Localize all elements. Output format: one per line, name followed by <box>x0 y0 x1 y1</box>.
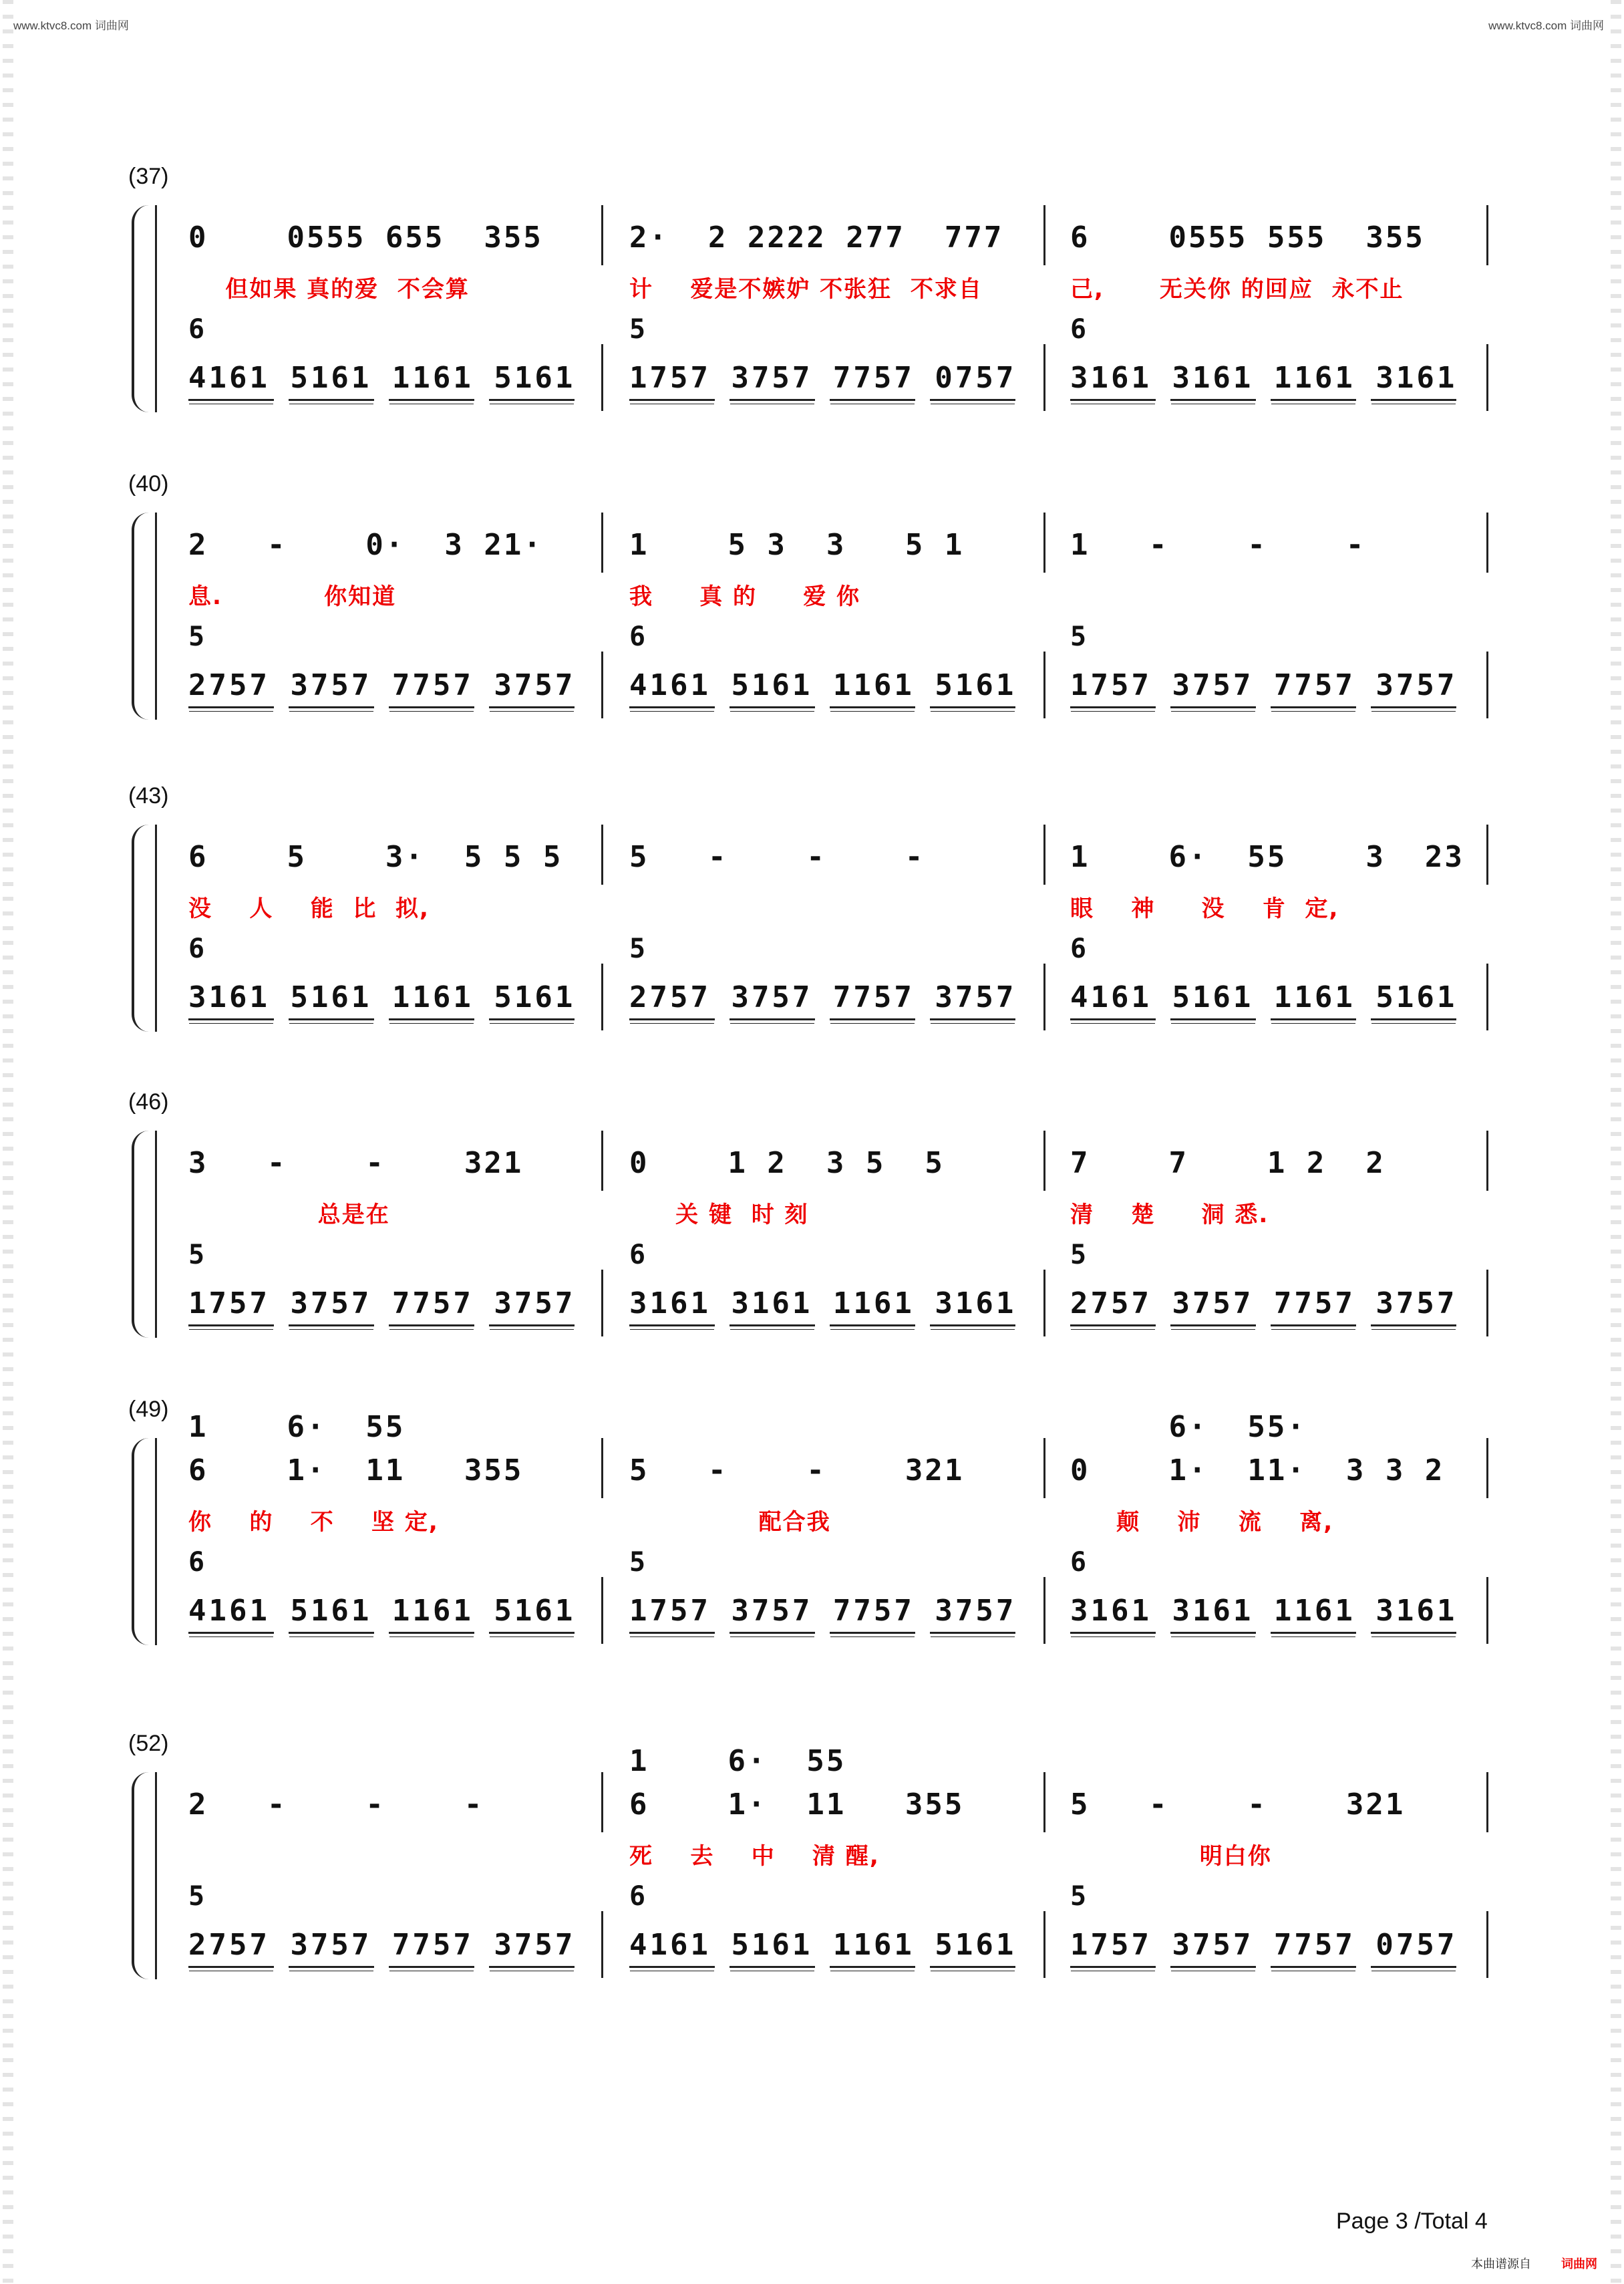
chord-root: 6 <box>1070 1547 1087 1578</box>
beam-underline <box>1271 1018 1356 1020</box>
beam-underline <box>629 399 715 401</box>
melody-notes: 2 - - - <box>188 1788 484 1822</box>
lyric-line: 没 人 能 比 拟, <box>188 895 430 922</box>
bass-notes: 4161 5161 1161 5161 <box>629 668 1017 702</box>
beam-underline <box>930 706 1015 708</box>
chord-root: 6 <box>629 1240 646 1270</box>
beam-underline <box>729 1018 815 1020</box>
lyric-line: 清 楚 洞 悉. <box>1070 1201 1269 1228</box>
system-brace <box>132 1772 152 1979</box>
beam-underline <box>289 706 374 708</box>
beam-underline <box>1271 399 1356 401</box>
barline <box>601 205 603 265</box>
beam-underline <box>1371 1632 1456 1634</box>
source-stamp <box>1471 2255 1597 2272</box>
barline <box>1486 825 1488 885</box>
bass-notes: 4161 5161 1161 5161 <box>629 1928 1017 1962</box>
melody-notes: 1 - - - <box>1070 528 1366 562</box>
score-system <box>0 1731 1624 1998</box>
bass-notes: 2757 3757 7757 3757 <box>629 980 1017 1014</box>
beam-underline <box>830 706 915 708</box>
melody-upper-voice: 6· 55· <box>1070 1410 1307 1444</box>
barline <box>1043 964 1045 1030</box>
beam-underline <box>729 706 815 708</box>
system-start-line <box>155 1438 157 1645</box>
chord-root: 5 <box>1070 1240 1087 1270</box>
bass-notes: 3161 5161 1161 5161 <box>188 980 576 1014</box>
barline <box>601 1131 603 1191</box>
lyric-line: 但如果 真的爱 不会算 <box>188 276 470 303</box>
score-system <box>0 471 1624 738</box>
melody-notes: 6 5 3· 5 5 5 <box>188 840 563 874</box>
beam-underline <box>289 1966 374 1968</box>
chord-root: 6 <box>188 1547 205 1578</box>
beam-underline <box>489 1018 575 1020</box>
chord-root: 5 <box>188 621 205 652</box>
lyric-line: 你 的 不 坚 定, <box>188 1509 439 1536</box>
lyric-line: 计 爱是不嫉妒 不张狂 不求自 <box>629 276 983 303</box>
beam-underline <box>1371 706 1456 708</box>
beam-underline <box>1271 1632 1356 1634</box>
system-brace <box>132 1131 152 1338</box>
barline <box>1486 1270 1488 1336</box>
chord-root: 6 <box>1070 934 1087 964</box>
beam-underline <box>1070 1324 1156 1326</box>
beam-underline <box>729 1632 815 1634</box>
beam-underline <box>1170 1324 1256 1326</box>
barline <box>1043 652 1045 718</box>
barline <box>1043 1131 1045 1191</box>
system-brace <box>132 1438 152 1645</box>
lyric-line: 我 真 的 爱 你 <box>629 583 861 610</box>
system-start-line <box>155 1772 157 1979</box>
header-right-site: www.ktvc8.com 词曲网 <box>1488 19 1604 32</box>
beam-underline <box>930 1324 1015 1326</box>
chord-root: 5 <box>188 1881 205 1912</box>
beam-underline <box>489 1632 575 1634</box>
beam-underline <box>489 399 575 401</box>
melody-notes: 7 7 1 2 2 <box>1070 1146 1386 1180</box>
bass-notes: 3161 3161 1161 3161 <box>629 1286 1017 1320</box>
barline <box>601 344 603 411</box>
barline <box>601 1911 603 1978</box>
beam-underline <box>489 1966 575 1968</box>
beam-underline <box>1070 1966 1156 1968</box>
beam-underline <box>1070 1632 1156 1634</box>
beam-underline <box>188 1018 274 1020</box>
beam-underline <box>1271 1966 1356 1968</box>
chord-root: 5 <box>1070 1881 1087 1912</box>
lyric-line: 明白你 <box>1070 1843 1272 1870</box>
beam-underline <box>1371 399 1456 401</box>
source-site: 词曲网 <box>1561 2257 1597 2271</box>
barline <box>1486 652 1488 718</box>
melody-notes: 1 6· 55 3 23 <box>1070 840 1464 874</box>
beam-underline <box>830 1632 915 1634</box>
score-system <box>0 164 1624 431</box>
melody-notes: 6 1· 11 355 <box>188 1453 524 1487</box>
barline <box>601 1577 603 1644</box>
chord-root: 6 <box>629 1881 646 1912</box>
system-number: (49) <box>128 1397 169 1422</box>
beam-underline <box>930 399 1015 401</box>
beam-underline <box>289 1632 374 1634</box>
barline <box>1486 1772 1488 1832</box>
lyric-line: 关 键 时 刻 <box>629 1201 809 1228</box>
chord-root: 5 <box>629 314 646 345</box>
bass-notes: 4161 5161 1161 5161 <box>1070 980 1458 1014</box>
beam-underline <box>830 1324 915 1326</box>
barline <box>1043 1270 1045 1336</box>
barline <box>1486 1131 1488 1191</box>
barline <box>601 1438 603 1498</box>
score-system <box>0 783 1624 1050</box>
melody-notes: 6 1· 11 355 <box>629 1788 965 1822</box>
melody-notes: 5 - - 321 <box>1070 1788 1406 1822</box>
barline <box>601 652 603 718</box>
lyric-line: 配合我 <box>629 1509 831 1536</box>
system-number: (43) <box>128 783 169 809</box>
system-brace <box>132 825 152 1032</box>
barline <box>1486 964 1488 1030</box>
bass-notes: 1757 3757 7757 0757 <box>1070 1928 1458 1962</box>
bass-notes: 2757 3757 7757 3757 <box>1070 1286 1458 1320</box>
beam-underline <box>830 1966 915 1968</box>
barline <box>601 1772 603 1832</box>
beam-underline <box>389 706 474 708</box>
melody-upper-voice: 1 6· 55 <box>629 1744 846 1778</box>
beam-underline <box>1371 1966 1456 1968</box>
melody-notes: 1 5 3 3 5 1 <box>629 528 965 562</box>
lyric-line: 息. 你知道 <box>188 583 397 610</box>
beam-underline <box>729 1324 815 1326</box>
beam-underline <box>389 1966 474 1968</box>
chord-root: 5 <box>188 1240 205 1270</box>
beam-underline <box>1170 706 1256 708</box>
bass-notes: 3161 3161 1161 3161 <box>1070 361 1458 395</box>
beam-underline <box>1070 1018 1156 1020</box>
beam-underline <box>629 1324 715 1326</box>
chord-root: 5 <box>629 1547 646 1578</box>
score-system <box>0 1089 1624 1357</box>
beam-underline <box>289 1018 374 1020</box>
beam-underline <box>729 399 815 401</box>
beam-underline <box>1170 399 1256 401</box>
beam-underline <box>629 706 715 708</box>
beam-underline <box>1271 706 1356 708</box>
beam-underline <box>1170 1966 1256 1968</box>
beam-underline <box>1271 1324 1356 1326</box>
melody-notes: 0 1· 11· 3 3 2 <box>1070 1453 1445 1487</box>
beam-underline <box>830 1018 915 1020</box>
system-number: (37) <box>128 164 169 189</box>
barline <box>1043 825 1045 885</box>
chord-root: 6 <box>188 934 205 964</box>
beam-underline <box>188 399 274 401</box>
barline <box>601 1270 603 1336</box>
beam-underline <box>389 399 474 401</box>
beam-underline <box>389 1324 474 1326</box>
beam-underline <box>629 1966 715 1968</box>
melody-notes: 6 0555 555 355 <box>1070 221 1425 255</box>
system-number: (46) <box>128 1089 169 1115</box>
barline <box>1486 1577 1488 1644</box>
chord-root: 5 <box>629 934 646 964</box>
system-brace <box>132 205 152 412</box>
beam-underline <box>389 1018 474 1020</box>
melody-notes: 0 0555 655 355 <box>188 221 543 255</box>
bass-notes: 3161 3161 1161 3161 <box>1070 1594 1458 1628</box>
barline <box>1043 205 1045 265</box>
chord-root: 6 <box>629 621 646 652</box>
barline <box>1043 1577 1045 1644</box>
melody-notes: 5 - - 321 <box>629 1453 965 1487</box>
barline <box>1043 1911 1045 1978</box>
system-number: (40) <box>128 471 169 496</box>
score-system <box>0 1397 1624 1664</box>
beam-underline <box>930 1632 1015 1634</box>
system-start-line <box>155 205 157 412</box>
barline <box>1043 1438 1045 1498</box>
source-label: 本曲谱源自 <box>1470 2257 1531 2271</box>
barline <box>1043 1772 1045 1832</box>
system-start-line <box>155 1131 157 1338</box>
barline <box>1486 205 1488 265</box>
beam-underline <box>188 706 274 708</box>
barline <box>1486 344 1488 411</box>
barline <box>1486 1911 1488 1978</box>
bass-notes: 2757 3757 7757 3757 <box>188 668 576 702</box>
beam-underline <box>389 1632 474 1634</box>
beam-underline <box>188 1632 274 1634</box>
beam-underline <box>289 1324 374 1326</box>
melody-notes: 5 - - - <box>629 840 925 874</box>
chord-root: 6 <box>1070 314 1087 345</box>
beam-underline <box>1070 399 1156 401</box>
system-start-line <box>155 513 157 720</box>
beam-underline <box>1371 1324 1456 1326</box>
barline <box>601 825 603 885</box>
bass-notes: 4161 5161 1161 5161 <box>188 361 576 395</box>
lyric-line: 眼 神 没 肯 定, <box>1070 895 1339 922</box>
bass-notes: 4161 5161 1161 5161 <box>188 1594 576 1628</box>
bass-notes: 1757 3757 7757 0757 <box>629 361 1017 395</box>
beam-underline <box>1170 1632 1256 1634</box>
barline <box>1043 513 1045 573</box>
chord-root: 5 <box>1070 621 1087 652</box>
beam-underline <box>188 1324 274 1326</box>
bass-notes: 2757 3757 7757 3757 <box>188 1928 576 1962</box>
barline <box>1486 513 1488 573</box>
melody-upper-voice: 1 6· 55 <box>188 1410 405 1444</box>
beam-underline <box>1371 1018 1456 1020</box>
beam-underline <box>629 1018 715 1020</box>
beam-underline <box>930 1966 1015 1968</box>
beam-underline <box>1170 1018 1256 1020</box>
melody-notes: 0 1 2 3 5 5 <box>629 1146 945 1180</box>
chord-root: 6 <box>188 314 205 345</box>
lyric-line: 死 去 中 清 醒, <box>629 1843 880 1870</box>
beam-underline <box>729 1966 815 1968</box>
bass-notes: 1757 3757 7757 3757 <box>188 1286 576 1320</box>
melody-notes: 2· 2 2222 277 777 <box>629 221 1004 255</box>
lyric-line: 己, 无关你 的回应 永不止 <box>1070 276 1404 303</box>
lyric-line: 颠 沛 流 离, <box>1070 1509 1334 1536</box>
system-start-line <box>155 825 157 1032</box>
system-brace <box>132 513 152 720</box>
melody-notes: 3 - - 321 <box>188 1146 524 1180</box>
page-indicator: Page 3 /Total 4 <box>1336 2208 1488 2234</box>
header-left-site: www.ktvc8.com 词曲网 <box>13 19 129 32</box>
beam-underline <box>1070 706 1156 708</box>
beam-underline <box>289 399 374 401</box>
beam-underline <box>830 399 915 401</box>
bass-notes: 1757 3757 7757 3757 <box>1070 668 1458 702</box>
system-number: (52) <box>128 1731 169 1756</box>
beam-underline <box>629 1632 715 1634</box>
melody-notes: 2 - 0· 3 21· <box>188 528 543 562</box>
lyric-line: 总是在 <box>188 1201 390 1228</box>
barline <box>1486 1438 1488 1498</box>
barline <box>601 964 603 1030</box>
barline <box>601 513 603 573</box>
bass-notes: 1757 3757 7757 3757 <box>629 1594 1017 1628</box>
beam-underline <box>489 1324 575 1326</box>
beam-underline <box>930 1018 1015 1020</box>
beam-underline <box>188 1966 274 1968</box>
barline <box>1043 344 1045 411</box>
beam-underline <box>489 706 575 708</box>
